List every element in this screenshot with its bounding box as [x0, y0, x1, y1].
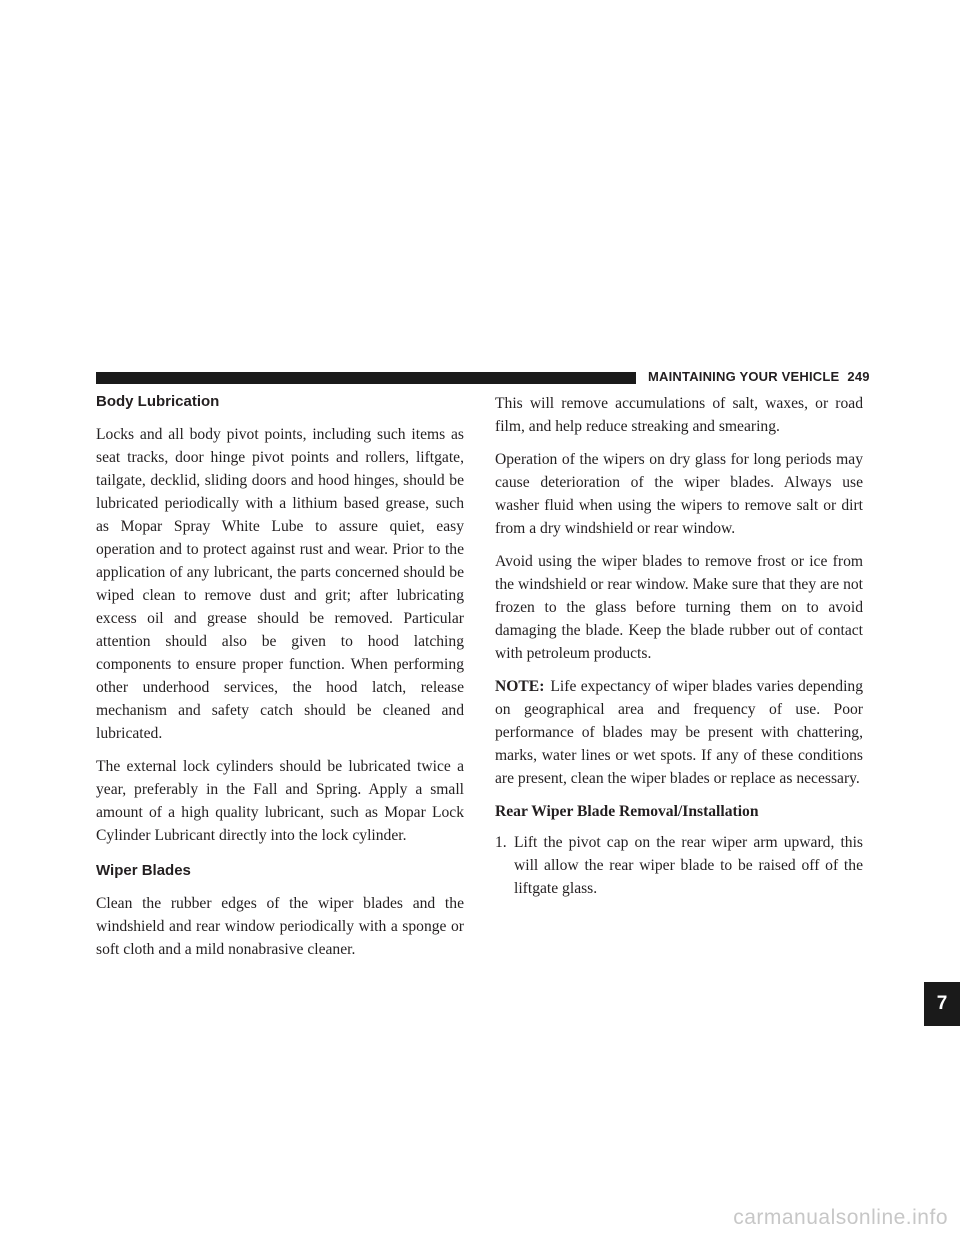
- header-rule: [96, 372, 636, 384]
- step-item: [495, 831, 863, 900]
- wiper-residue-paragraph: This will remove accumulations of salt, waxes, or road film, and help reduce streaking and smearing.: [495, 395, 863, 435]
- step-text: Lift the pivot cap on the rear wiper arm upward, this will allow the rear wiper blade to be raised off of the liftgate glass.: [514, 834, 863, 897]
- lock-cylinder-paragraph: The external lock cylinders should be lubricated twice a year, preferably in the Fall and Spring. Apply a small amount of a high quality lubricant, such as Mopar Lock Cylinder Lubricant directly into the lock cylinder.: [96, 758, 464, 844]
- note-paragraph: [495, 675, 863, 790]
- chapter-tab: 7: [924, 982, 960, 1026]
- chapter-title: MAINTAINING YOUR VEHICLE: [648, 369, 840, 384]
- right-column: [495, 392, 863, 900]
- left-column: [96, 392, 464, 971]
- wiper-blades-heading: Wiper Blades: [96, 862, 191, 879]
- dry-glass-paragraph: Operation of the wipers on dry glass for long periods may cause deterioration of the wiper blades. Always use washer fluid when using the wipers to remove salt or dirt from a dry windshield or rear window.: [495, 451, 863, 537]
- rear-wiper-heading: Rear Wiper Blade Removal/Installation: [495, 803, 759, 820]
- wiper-cleaning-paragraph: Clean the rubber edges of the wiper blades and the windshield and rear window periodically with a sponge or soft cloth and a mild nonabrasive cleaner.: [96, 895, 464, 958]
- watermark: [0, 1206, 960, 1230]
- body-lubrication-heading: Body Lubrication: [96, 393, 220, 410]
- note-text: Life expectancy of wiper blades varies depending on geographical area and frequency of use. Poor performance of blades may be present with chattering, marks, water lines or wet spots. If any of these conditions are present, clean the wiper blades or replace as necessary.: [495, 678, 863, 787]
- note-label: NOTE:: [495, 678, 545, 695]
- body-lubrication-paragraph: Locks and all body pivot points, including such items as seat tracks, door hinge pivot points and rollers, liftgate, tailgate, decklid, sliding doors and hood hinges, should be lubricated periodically with a lithium based grease, such as Mopar Spray White Lube to assure quiet, easy operation and to protect against rust and wear. Prior to the application of any lubricant, the parts concerned should be wiped clean to remove dust and grit; after lubricating excess oil and grease should be removed. Particular attention should also be given to hood latching components to ensure proper function. When performing other underhood services, the hood latch, release mechanism and safety catch should be cleaned and lubricated.: [96, 426, 464, 742]
- step-number: 1.: [495, 834, 507, 851]
- watermark-text: carmanualsonline.info: [733, 1206, 948, 1229]
- running-header: [648, 369, 870, 384]
- page-number: 249: [847, 369, 870, 384]
- frost-ice-paragraph: Avoid using the wiper blades to remove frost or ice from the windshield or rear window. Make sure that they are not frozen to the glass before turning them on to avoid damaging the blade. Keep the blade rubber out of contact with petroleum products.: [495, 553, 863, 662]
